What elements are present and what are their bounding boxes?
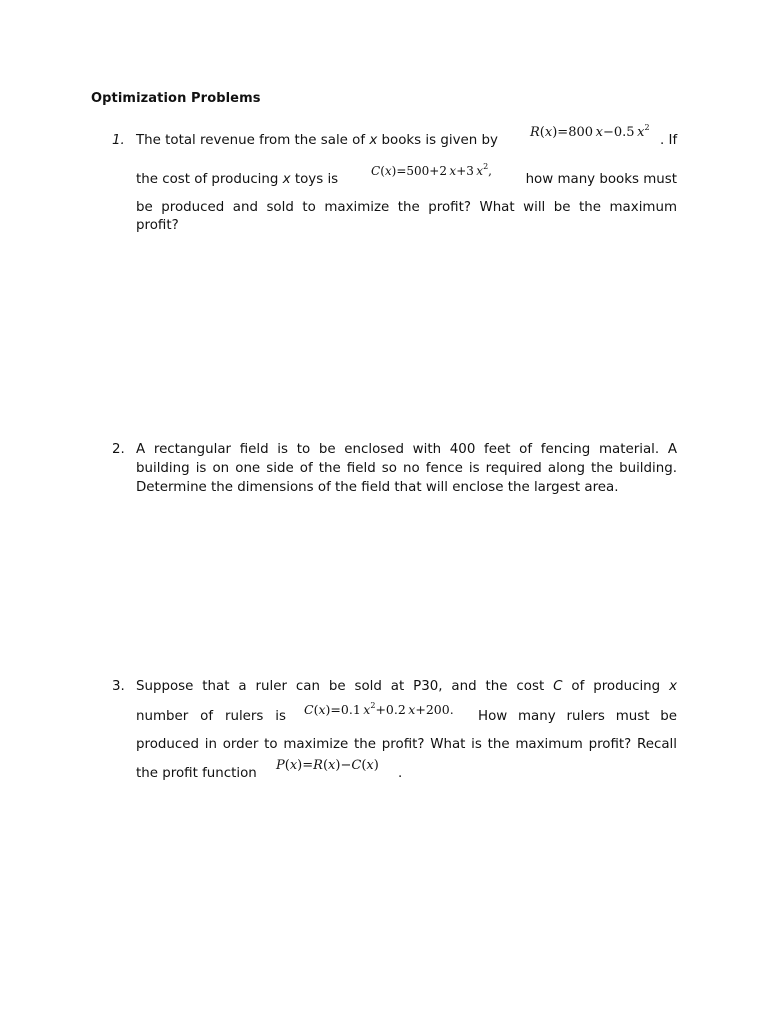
problem-number: 1. xyxy=(112,133,125,148)
problem-number: 3. xyxy=(112,679,125,694)
problem-2-line-1: A rectangular field is to be enclosed with 400 feet of fencing material. A xyxy=(136,442,677,457)
problem-1-line-4: profit? xyxy=(136,218,179,233)
problem-3-line-4: the profit function xyxy=(136,766,257,781)
cost-formula: C(x)=500+2 x+3 $x^2$, xyxy=(371,162,492,178)
problem-1-line-1: The total revenue from the sale of x books is given by xyxy=(136,133,498,148)
problem-3-line-1: Suppose that a ruler can be sold at P30, and the cost C of producing x xyxy=(136,679,677,694)
problem-2-line-2: building is on one side of the field so no fence is required along the building. xyxy=(136,461,677,476)
problem-3-line-2: number of rulers is xyxy=(136,709,286,724)
problem-1-line-1-end: . If xyxy=(660,133,678,148)
profit-formula: P(x)=R(x)−C(x) xyxy=(276,758,379,773)
ruler-cost-formula: C(x)=0.1 $x^2+0.2$ x+200. xyxy=(304,701,454,717)
revenue-formula: R(x)=800 x−0.5 $x^2$ xyxy=(530,123,650,140)
page-title: Optimization Problems xyxy=(91,91,261,106)
problem-1-line-3: be produced and sold to maximize the profit? What will be the maximum xyxy=(136,200,677,215)
problem-1-line-2-end: how many books must xyxy=(525,172,677,187)
problem-2-line-3: Determine the dimensions of the field that will enclose the largest area. xyxy=(136,480,619,495)
problem-1-line-2: the cost of producing x toys is xyxy=(136,172,339,187)
problem-number: 2. xyxy=(112,442,125,457)
problem-3-line-2-end: How many rulers must be xyxy=(478,709,677,724)
problem-3-line-3: produced in order to maximize the profit? What is the maximum profit? Recall xyxy=(136,737,677,752)
problem-3-line-4-end: . xyxy=(398,766,403,781)
